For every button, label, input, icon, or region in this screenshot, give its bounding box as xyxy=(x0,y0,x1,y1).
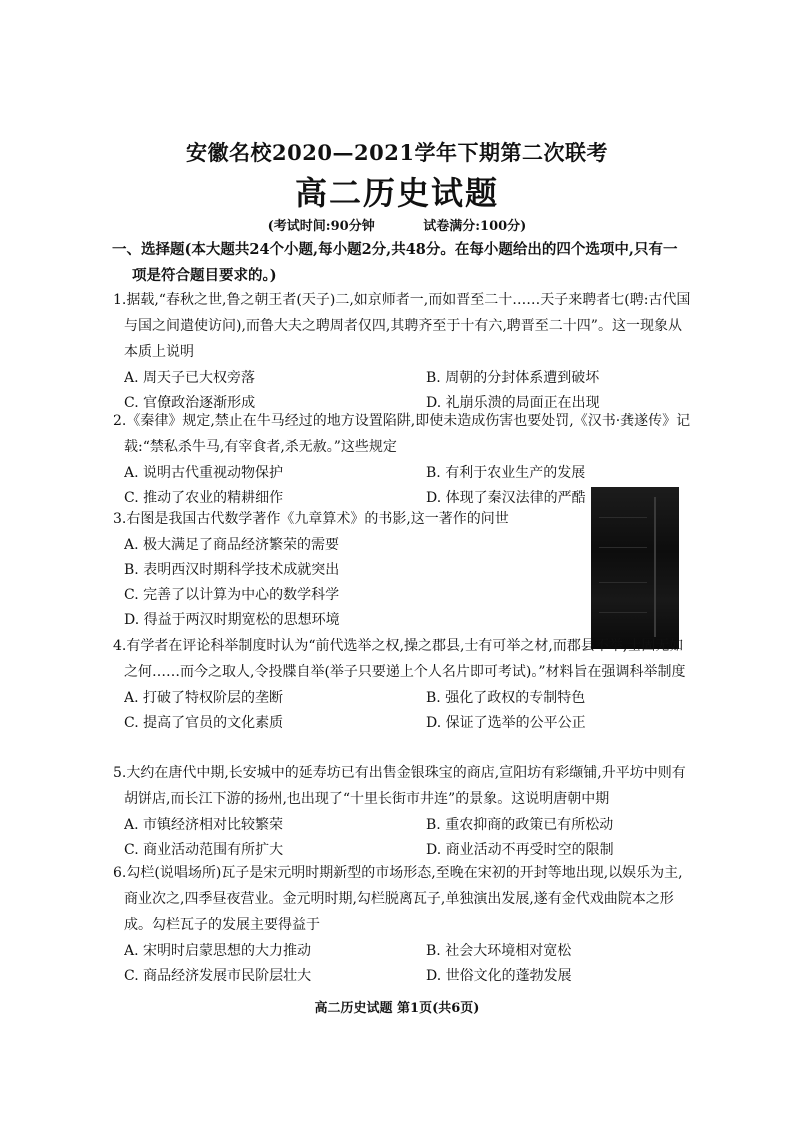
question-stem: 2.《秦律》规定,禁止在牛马经过的地方设置陷阱,即使未造成伤害也要处罚,《汉书·龚遂传》记载:“禁私杀牛马,有宰食者,杀无赦。”这些规定 xyxy=(113,413,691,455)
section-heading xyxy=(112,237,692,289)
question-1 xyxy=(113,287,693,416)
option-b: B. 有利于农业生产的发展 xyxy=(426,465,586,481)
question-4 xyxy=(113,633,693,736)
option-b: B. 重农抑商的政策已有所松动 xyxy=(426,817,614,833)
section-title: 一、选择题(本大题共24个小题,每小题2分,共48分。在每小题给出的四个选项中,只有一 xyxy=(112,241,678,258)
option-a: A. 极大满足了商品经济繁荣的需要 xyxy=(124,537,340,553)
exam-info xyxy=(0,215,794,234)
option-c: C. 推动了农业的精耕细作 xyxy=(124,490,284,506)
question-5 xyxy=(113,760,693,863)
option-a: A. 周天子已大权旁落 xyxy=(124,370,256,386)
option-a: A. 宋明时启蒙思想的大力推动 xyxy=(124,943,312,959)
question-stem: 6.勾栏(说唱场所)瓦子是宋元明时期新型的市场形态,至晚在宋初的开封等地出现,以娱乐为主,商业次之,四季昼夜营业。金元明时期,勾栏脱离瓦子,单独演出发展,遂有金代戏曲院本之形成。勾栏瓦子的发展主要得益于 xyxy=(113,865,683,933)
question-stem: 4.有学者在评论科举制度时认为“前代选举之权,操之郡县,士有可举之材,而郡县不举,士固无如之何……而今之取人,令投牒自举(举子只要递上个人名片即可考试)。”材料旨在强调科举制度 xyxy=(113,638,686,680)
book-photo-image xyxy=(591,487,679,649)
option-c: C. 商品经济发展市民阶层壮大 xyxy=(124,968,312,984)
option-d: D. 保证了选举的公平公正 xyxy=(426,715,586,731)
option-c: C. 提高了官员的文化素质 xyxy=(124,715,284,731)
question-6 xyxy=(113,860,693,989)
exam-score: 试卷满分:100分) xyxy=(423,219,527,234)
section-title-cont: 项是符合题目要求的。) xyxy=(132,267,277,284)
school-title: 安徽名校2020—2021学年下期第二次联考 xyxy=(186,140,608,165)
option-c: C. 商业活动范围有所扩大 xyxy=(124,842,284,858)
option-d: D. 礼崩乐溃的局面正在出现 xyxy=(426,395,600,411)
exam-time: (考试时间:90分钟 xyxy=(267,219,375,234)
question-stem: 1.据载,“春秋之世,鲁之朝王者(天子)二,如京师者一,而如晋至二十……天子来聘者七(聘:古代国与国之间遣使访问),而鲁大夫之聘周者仅四,其聘齐至于十有六,聘晋至二十四”。这一现象从本质上说明 xyxy=(113,292,691,360)
option-b: B. 社会大环境相对宽松 xyxy=(426,943,572,959)
question-stem: 3.右图是我国古代数学著作《九章算术》的书影,这一著作的问世 xyxy=(113,511,509,527)
option-d: D. 世俗文化的蓬勃发展 xyxy=(426,968,572,984)
option-d: D. 得益于两汉时期宽松的思想环境 xyxy=(124,612,340,628)
question-stem: 5.大约在唐代中期,长安城中的延寿坊已有出售金银珠宝的商店,宣阳坊有彩缬铺,升平坊中则有胡饼店,而长江下游的扬州,也出现了“十里长街市井连”的景象。这说明唐朝中期 xyxy=(113,765,686,807)
exam-title: 高二历史试题 xyxy=(294,174,499,212)
option-b: B. 周朝的分封体系遭到破坏 xyxy=(426,370,600,386)
option-a: A. 说明古代重视动物保护 xyxy=(124,465,284,481)
option-a: A. 打破了特权阶层的垄断 xyxy=(124,690,284,706)
option-c: C. 官僚政治逐渐形成 xyxy=(124,395,256,411)
option-d: D. 体现了秦汉法律的严酷 xyxy=(426,490,586,506)
option-c: C. 完善了以计算为中心的数学科学 xyxy=(124,587,340,603)
page-footer: 高二历史试题 第1页(共6页) xyxy=(314,1001,480,1016)
option-b: B. 强化了政权的专制特色 xyxy=(426,690,586,706)
option-d: D. 商业活动不再受时空的限制 xyxy=(426,842,614,858)
option-a: A. 市镇经济相对比较繁荣 xyxy=(124,817,284,833)
option-b: B. 表明西汉时期科学技术成就突出 xyxy=(124,562,340,578)
